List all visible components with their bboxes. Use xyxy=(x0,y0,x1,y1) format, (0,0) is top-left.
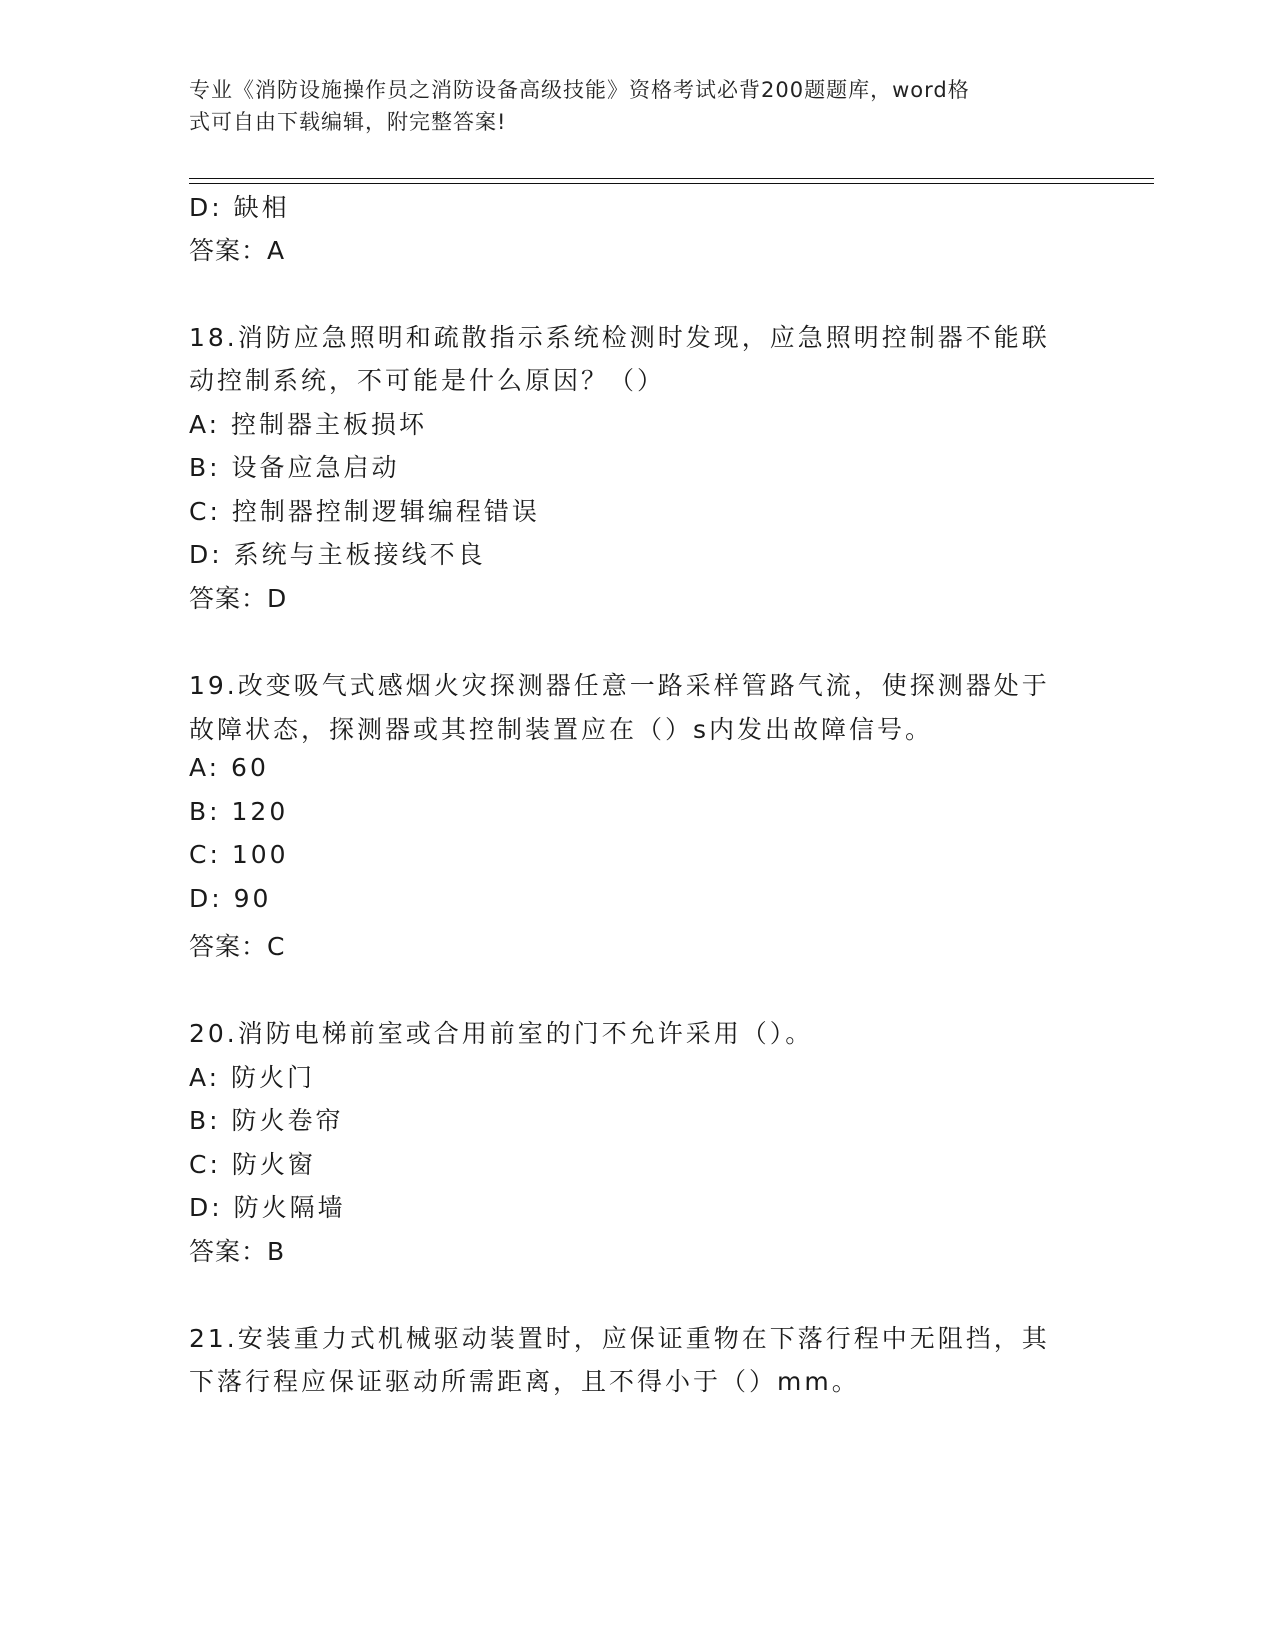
q19-stem-line-2: 故障状态，探测器或其控制装置应在（）s内发出故障信号。 xyxy=(189,715,934,744)
q21-stem-line-1: 21.安装重力式机械驱动装置时，应保证重物在下落行程中无阻挡，其 xyxy=(189,1324,1050,1353)
q20-option-c: C: 防火窗 xyxy=(189,1150,316,1179)
q18-stem-line-2: 动控制系统，不可能是什么原因？（） xyxy=(189,366,666,395)
q19-stem-line-1: 19.改变吸气式感烟火灾探测器任意一路采样管路气流，使探测器处于 xyxy=(189,671,1050,700)
q20-stem-line-1: 20.消防电梯前室或合用前室的门不允许采用（）。 xyxy=(189,1019,814,1048)
carryover-answer: 答案：A xyxy=(189,236,286,265)
q20-option-d: D: 防火隔墙 xyxy=(189,1193,346,1222)
page-header xyxy=(189,74,1069,138)
q19-option-d: D: 90 xyxy=(189,884,272,913)
q19-option-a: A: 60 xyxy=(189,753,269,782)
header-line-2: 式可自由下载编辑，附完整答案! xyxy=(189,110,507,134)
header-divider-bottom xyxy=(189,183,1154,184)
q18-option-d: D: 系统与主板接线不良 xyxy=(189,540,486,569)
q20-option-a: A: 防火门 xyxy=(189,1063,316,1092)
q20-option-b: B: 防火卷帘 xyxy=(189,1106,344,1135)
header-line-1: 专业《消防设施操作员之消防设备高级技能》资格考试必背200题题库，word格 xyxy=(189,78,970,102)
q19-option-c: C: 100 xyxy=(189,840,289,869)
q21-stem-line-2: 下落行程应保证驱动所需距离，且不得小于（）mm。 xyxy=(189,1367,860,1396)
carryover-option-d: D: 缺相 xyxy=(189,193,290,222)
header-divider-top xyxy=(189,178,1154,179)
q18-answer: 答案：D xyxy=(189,584,288,613)
q19-answer: 答案：C xyxy=(189,932,286,961)
q20-answer: 答案：B xyxy=(189,1237,286,1266)
q18-option-b: B: 设备应急启动 xyxy=(189,453,400,482)
q18-stem-line-1: 18.消防应急照明和疏散指示系统检测时发现，应急照明控制器不能联 xyxy=(189,323,1050,352)
q18-option-c: C: 控制器控制逻辑编程错误 xyxy=(189,497,540,526)
q19-option-b: B: 120 xyxy=(189,797,289,826)
q18-option-a: A: 控制器主板损坏 xyxy=(189,410,428,439)
